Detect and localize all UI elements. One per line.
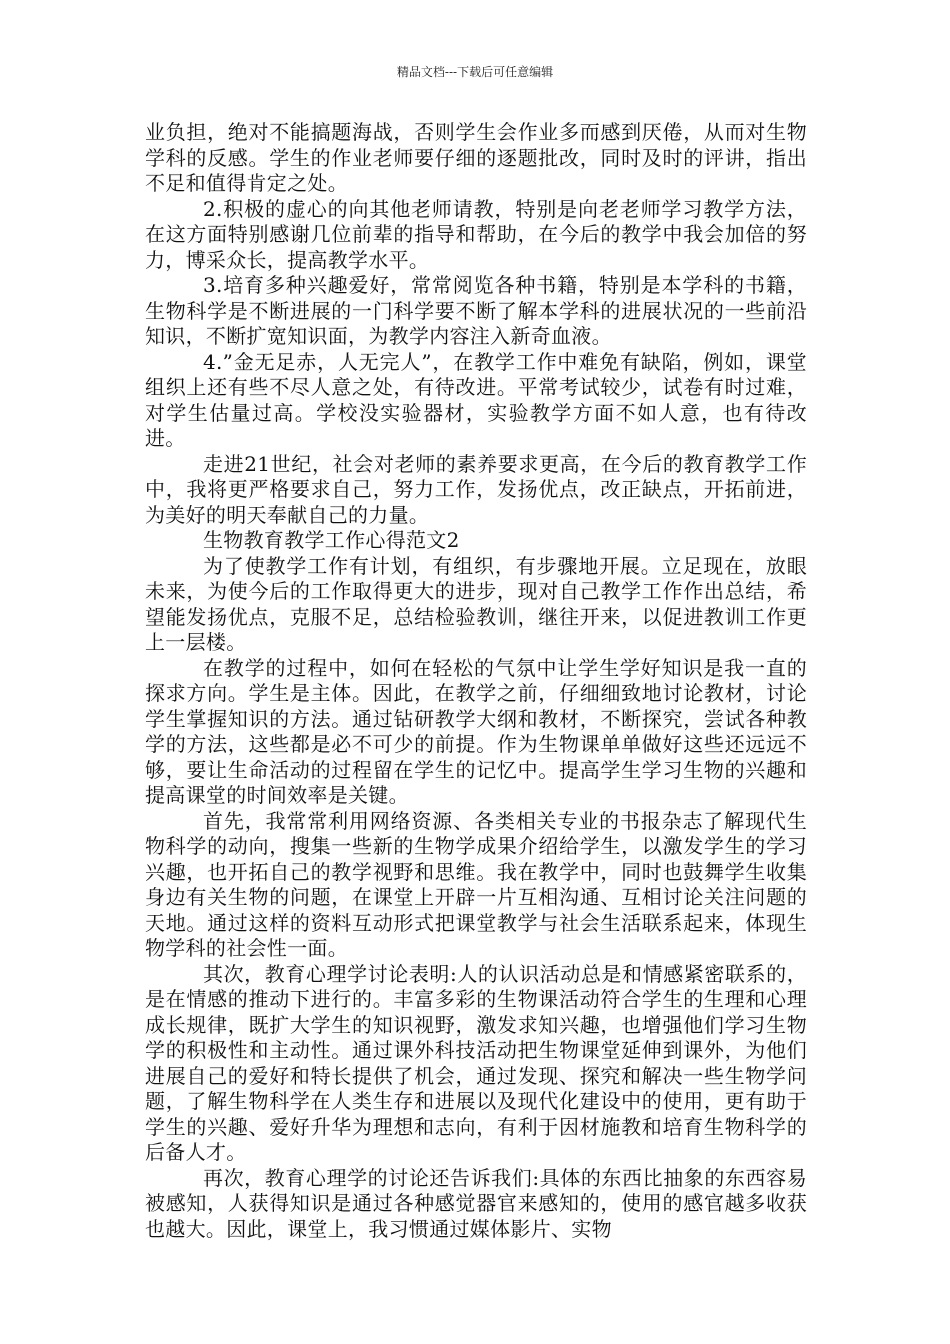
paragraph-item-2: 2.积极的虚心的向其他老师请教，特别是向老老师学习教学方法，在这方面特别感谢几位前辈的指导和帮助，在今后的教学中我会加倍的努力，博采众长，提高教学水平。 — [145, 196, 807, 272]
paragraph-third: 再次，教育心理学的讨论还告诉我们:具体的东西比抽象的东西容易被感知，人获得知识是通过各种感觉器官来感知的，使用的感官越多收获也越大。因此，课堂上，我习惯通过媒体影片、实物 — [145, 1165, 807, 1241]
paragraph-item-4: 4.”金无足赤，人无完人”，在教学工作中难免有缺陷，例如，课堂组织上还有些不尽人意之处，有待改进。平常考试较少，试卷有时过难，对学生估量过高。学校没实验器材，实验教学方面不如人意，也有待改进。 — [145, 349, 807, 450]
paragraph-first: 首先，我常常利用网络资源、各类相关专业的书报杂志了解现代生物科学的动向，搜集一些新的生物学成果介绍给学生，以激发学生的学习兴趣，也开拓自己的教学视野和思维。我在教学中，同时也鼓舞学生收集身边有关生物的问题，在课堂上开辟一片互相沟通、互相讨论关注问题的天地。通过这样的资料互动形式把课堂教学与社会生活联系起来，体现生物学科的社会性一面。 — [145, 808, 807, 960]
paragraph-second: 其次，教育心理学讨论表明:人的认识活动总是和情感紧密联系的，是在情感的推动下进行的。丰富多彩的生物课活动符合学生的生理和心理成长规律，既扩大学生的知识视野，激发求知兴趣，也增强他们学习生物学的积极性和主动性。通过课外科技活动把生物课堂延伸到课外，为他们进展自己的爱好和特长提供了机会，通过发现、探究和解决一些生物学问题，了解生物科学在人类生存和进展以及现代化建设中的使用，更有助于学生的兴趣、爱好升华为理想和志向，有利于因材施教和培育生物科学的后备人才。 — [145, 961, 807, 1164]
paragraph-conclusion: 走进21世纪，社会对老师的素养要求更高，在今后的教育教学工作中，我将更严格要求自己，努力工作，发扬优点，改正缺点，开拓前进，为美好的明天奉献自己的力量。 — [145, 451, 807, 527]
section-heading: 生物教育教学工作心得范文2 — [203, 528, 460, 552]
paragraph-teaching-process: 在教学的过程中，如何在轻松的气氛中让学生学好知识是我一直的探求方向。学生是主体。因此，在教学之前，仔细细致地讨论教材，讨论学生掌握知识的方法。通过钻研教学大纲和教材，不断探究，尝试各种教学的方法，这些都是必不可少的前提。作为生物课单单做好这些还远远不够，要让生命活动的过程留在学生的记忆中。提高学生学习生物的兴趣和提高课堂的时间效率是关键。 — [145, 655, 807, 807]
paragraph-item-3: 3.培育多种兴趣爱好，常常阅览各种书籍，特别是本学科的书籍，生物科学是不断进展的一门科学要不断了解本学科的进展状况的一些前沿知识，不断扩宽知识面，为教学内容注入新奇血液。 — [145, 273, 807, 348]
document-body — [145, 120, 807, 1242]
paragraph-continued: 业负担，绝对不能搞题海战，否则学生会作业多而感到厌倦，从而对生物学科的反感。学生的作业老师要仔细的逐题批改，同时及时的评讲，指出不足和值得肯定之处。 — [145, 120, 807, 195]
paragraph-intro: 为了使教学工作有计划，有组织，有步骤地开展。立足现在，放眼未来，为使今后的工作取得更大的进步，现对自己教学工作作出总结，希望能发扬优点，克服不足，总结检验教训，继往开来，以促进教训工作更上一层楼。 — [145, 553, 807, 654]
page-header: 精品文档---下载后可任意编辑 — [396, 65, 554, 79]
